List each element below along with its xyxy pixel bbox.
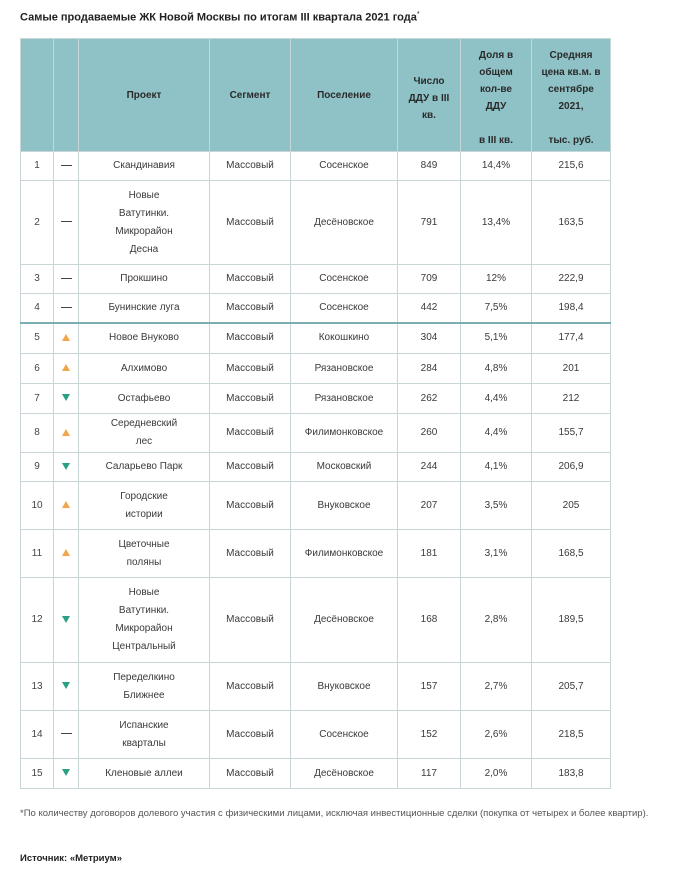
row-number: 13	[21, 663, 54, 711]
row-trend	[54, 181, 79, 265]
row-share: 14,4%	[461, 152, 532, 181]
row-segment: Массовый	[210, 482, 291, 530]
dash-icon	[61, 307, 72, 308]
header-price: Средняя цена кв.м. в сентябре 2021, тыс. руб.	[532, 39, 611, 152]
row-settlement: Рязановское	[291, 384, 398, 414]
row-number: 8	[21, 414, 54, 453]
table-row	[21, 578, 611, 663]
row-ddu-count: 849	[398, 152, 461, 181]
row-settlement: Филимонковское	[291, 414, 398, 453]
triangle-down-icon	[62, 682, 70, 689]
table-row	[21, 323, 611, 354]
row-settlement: Сосенское	[291, 152, 398, 181]
table-row	[21, 663, 611, 711]
row-segment: Массовый	[210, 265, 291, 294]
row-price: 155,7	[532, 414, 611, 453]
row-settlement: Сосенское	[291, 265, 398, 294]
row-ddu-count: 260	[398, 414, 461, 453]
row-segment: Массовый	[210, 663, 291, 711]
table-row	[21, 152, 611, 181]
row-number: 2	[21, 181, 54, 265]
dash-icon	[61, 165, 72, 166]
row-share: 4,4%	[461, 384, 532, 414]
source-note: Источник: «Метриум»	[20, 853, 122, 864]
row-share: 3,1%	[461, 530, 532, 578]
row-trend	[54, 530, 79, 578]
row-number: 7	[21, 384, 54, 414]
row-share: 2,8%	[461, 578, 532, 663]
row-share: 13,4%	[461, 181, 532, 265]
row-segment: Массовый	[210, 578, 291, 663]
table-header-row	[21, 39, 611, 152]
row-project: Новое Внуково	[79, 323, 210, 354]
row-price: 218,5	[532, 711, 611, 759]
row-project: Кленовые аллеи	[79, 759, 210, 789]
row-project: Алхимово	[79, 354, 210, 384]
row-trend	[54, 152, 79, 181]
row-share: 2,0%	[461, 759, 532, 789]
row-settlement: Кокошкино	[291, 323, 398, 354]
table-row	[21, 414, 611, 453]
row-number: 15	[21, 759, 54, 789]
row-settlement: Внуковское	[291, 663, 398, 711]
row-price: 201	[532, 354, 611, 384]
row-settlement: Десёновское	[291, 759, 398, 789]
row-settlement: Десёновское	[291, 578, 398, 663]
row-ddu-count: 152	[398, 711, 461, 759]
row-segment: Массовый	[210, 384, 291, 414]
row-project: Цветочные поляны	[79, 530, 210, 578]
table-row	[21, 265, 611, 294]
row-project: Новые Ватутинки. Микрорайон Десна	[79, 181, 210, 265]
table-row	[21, 759, 611, 789]
row-project: Середневский лес	[79, 414, 210, 453]
row-share: 4,1%	[461, 453, 532, 482]
row-price: 222,9	[532, 265, 611, 294]
row-share: 12%	[461, 265, 532, 294]
title-footnote-mark: *	[416, 11, 420, 18]
row-ddu-count: 157	[398, 663, 461, 711]
header-settlement: Поселение	[291, 39, 398, 152]
row-number: 6	[21, 354, 54, 384]
row-ddu-count: 168	[398, 578, 461, 663]
ranking-table	[20, 38, 611, 789]
row-ddu-count: 181	[398, 530, 461, 578]
row-trend	[54, 482, 79, 530]
row-number: 11	[21, 530, 54, 578]
triangle-up-icon	[62, 334, 70, 341]
row-trend	[54, 453, 79, 482]
triangle-up-icon	[62, 549, 70, 556]
row-settlement: Московский	[291, 453, 398, 482]
row-price: 163,5	[532, 181, 611, 265]
dash-icon	[61, 733, 72, 734]
row-ddu-count: 117	[398, 759, 461, 789]
row-segment: Массовый	[210, 152, 291, 181]
row-share: 3,5%	[461, 482, 532, 530]
row-trend	[54, 354, 79, 384]
row-share: 2,7%	[461, 663, 532, 711]
triangle-down-icon	[62, 769, 70, 776]
row-number: 9	[21, 453, 54, 482]
row-ddu-count: 262	[398, 384, 461, 414]
triangle-up-icon	[62, 429, 70, 436]
triangle-down-icon	[62, 394, 70, 401]
row-ddu-count: 284	[398, 354, 461, 384]
triangle-up-icon	[62, 501, 70, 508]
row-price: 189,5	[532, 578, 611, 663]
row-segment: Массовый	[210, 294, 291, 323]
triangle-down-icon	[62, 463, 70, 470]
footnote: *По количеству договоров долевого участия с физическими лицами, исключая инвестиционные сделки (покупка от четырех и более квартир).	[20, 808, 649, 819]
row-number: 3	[21, 265, 54, 294]
row-share: 5,1%	[461, 323, 532, 354]
row-ddu-count: 207	[398, 482, 461, 530]
row-trend	[54, 578, 79, 663]
row-number: 14	[21, 711, 54, 759]
row-segment: Массовый	[210, 414, 291, 453]
table-row	[21, 530, 611, 578]
header-ddu-count: Число ДДУ в III кв.	[398, 39, 461, 152]
header-num	[21, 39, 54, 152]
row-trend	[54, 663, 79, 711]
header-segment: Сегмент	[210, 39, 291, 152]
row-number: 10	[21, 482, 54, 530]
row-price: 168,5	[532, 530, 611, 578]
row-segment: Массовый	[210, 323, 291, 354]
row-ddu-count: 442	[398, 294, 461, 323]
triangle-up-icon	[62, 364, 70, 371]
row-price: 183,8	[532, 759, 611, 789]
row-share: 7,5%	[461, 294, 532, 323]
dash-icon	[61, 278, 72, 279]
row-segment: Массовый	[210, 354, 291, 384]
table-row	[21, 294, 611, 323]
row-project: Остафьево	[79, 384, 210, 414]
table-body	[21, 152, 611, 789]
table-row	[21, 453, 611, 482]
row-trend	[54, 384, 79, 414]
row-project: Прокшино	[79, 265, 210, 294]
row-price: 215,6	[532, 152, 611, 181]
table-row	[21, 354, 611, 384]
header-trend	[54, 39, 79, 152]
row-price: 205,7	[532, 663, 611, 711]
row-price: 177,4	[532, 323, 611, 354]
row-settlement: Сосенское	[291, 711, 398, 759]
row-number: 12	[21, 578, 54, 663]
row-project: Саларьево Парк	[79, 453, 210, 482]
row-project: Скандинавия	[79, 152, 210, 181]
row-ddu-count: 304	[398, 323, 461, 354]
title-text: Самые продаваемые ЖК Новой Москвы по итогам III квартала 2021 года	[20, 11, 417, 24]
row-trend	[54, 414, 79, 453]
row-trend	[54, 323, 79, 354]
table-row	[21, 711, 611, 759]
dash-icon	[61, 221, 72, 222]
row-project: Бунинские луга	[79, 294, 210, 323]
row-number: 5	[21, 323, 54, 354]
table-row	[21, 384, 611, 414]
row-project: Новые Ватутинки. Микрорайон Центральный	[79, 578, 210, 663]
row-share: 4,4%	[461, 414, 532, 453]
row-project: Городские истории	[79, 482, 210, 530]
row-settlement: Десёновское	[291, 181, 398, 265]
header-share: Доля в общем кол-ве ДДУ в III кв.	[461, 39, 532, 152]
row-number: 4	[21, 294, 54, 323]
row-segment: Массовый	[210, 711, 291, 759]
table-row	[21, 482, 611, 530]
row-ddu-count: 791	[398, 181, 461, 265]
row-settlement: Сосенское	[291, 294, 398, 323]
header-project: Проект	[79, 39, 210, 152]
row-price: 205	[532, 482, 611, 530]
page-title	[20, 11, 660, 24]
row-segment: Массовый	[210, 181, 291, 265]
row-segment: Массовый	[210, 453, 291, 482]
row-price: 198,4	[532, 294, 611, 323]
row-share: 2,6%	[461, 711, 532, 759]
row-number: 1	[21, 152, 54, 181]
row-trend	[54, 265, 79, 294]
row-ddu-count: 709	[398, 265, 461, 294]
row-project: Испанские кварталы	[79, 711, 210, 759]
row-trend	[54, 294, 79, 323]
row-ddu-count: 244	[398, 453, 461, 482]
row-segment: Массовый	[210, 759, 291, 789]
row-settlement: Внуковское	[291, 482, 398, 530]
row-share: 4,8%	[461, 354, 532, 384]
row-price: 212	[532, 384, 611, 414]
row-price: 206,9	[532, 453, 611, 482]
row-trend	[54, 759, 79, 789]
triangle-down-icon	[62, 616, 70, 623]
table-row	[21, 181, 611, 265]
row-settlement: Рязановское	[291, 354, 398, 384]
row-project: Переделкино Ближнее	[79, 663, 210, 711]
row-segment: Массовый	[210, 530, 291, 578]
row-trend	[54, 711, 79, 759]
row-settlement: Филимонковское	[291, 530, 398, 578]
